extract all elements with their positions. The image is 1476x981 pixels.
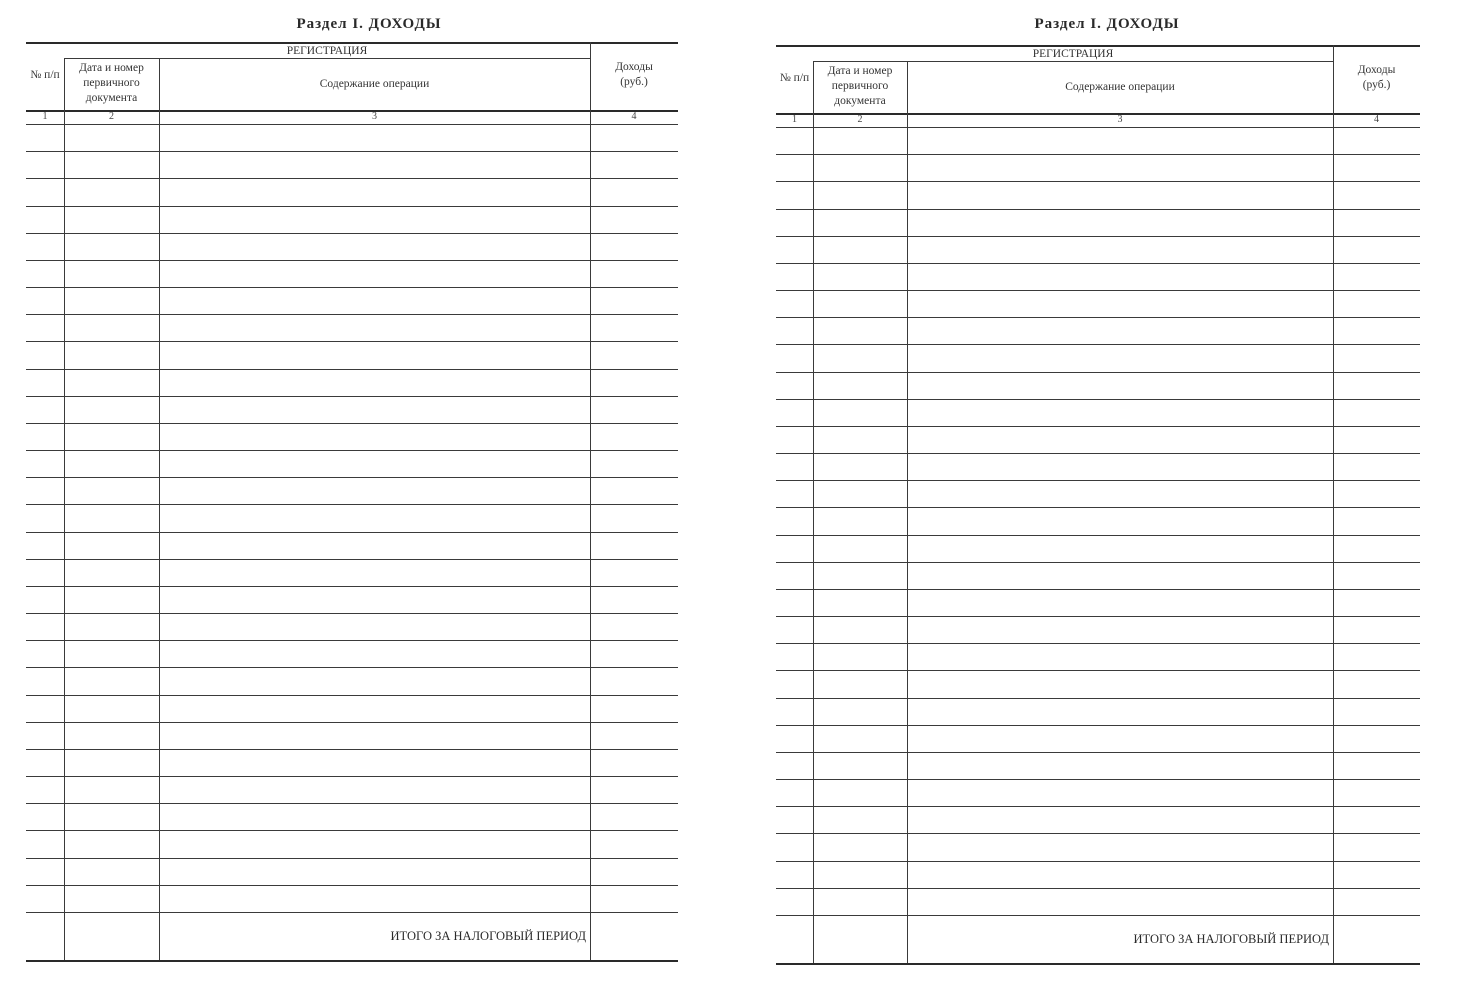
- col-document-header: Дата и номер первичного документа: [827, 65, 893, 107]
- empty-row-line: [26, 803, 678, 804]
- income-ledger-table: [26, 42, 678, 964]
- totals-row-top: [26, 912, 678, 913]
- registration-group-header: РЕГИСТРАЦИЯ: [1032, 48, 1114, 60]
- column-divider-1: [813, 61, 814, 963]
- empty-row-line: [26, 233, 678, 234]
- column-number-1: 1: [42, 111, 48, 122]
- empty-row-line: [26, 640, 678, 641]
- totals-row-label: ИТОГО ЗА НАЛОГОВЫЙ ПЕРИОД: [390, 929, 586, 943]
- empty-row-line: [26, 722, 678, 723]
- col-income-header: Доходы (руб.): [1357, 64, 1396, 91]
- empty-row-line: [26, 151, 678, 152]
- empty-row-line: [776, 344, 1420, 345]
- section-title: Раздел I. ДОХОДЫ: [1034, 16, 1180, 32]
- empty-row-line: [26, 178, 678, 179]
- empty-row-line: [776, 480, 1420, 481]
- empty-row-line: [776, 861, 1420, 862]
- empty-row-line: [776, 616, 1420, 617]
- empty-row-line: [776, 725, 1420, 726]
- empty-row-line: [776, 453, 1420, 454]
- column-number-2: 2: [109, 111, 114, 122]
- empty-row-line: [26, 749, 678, 750]
- empty-row-line: [776, 209, 1420, 210]
- col-income-header: Доходы (руб.): [615, 61, 653, 88]
- col-operation-header: Содержание операции: [1065, 81, 1175, 93]
- column-divider-3: [1333, 45, 1334, 963]
- empty-row-line: [26, 396, 678, 397]
- income-ledger-table: [776, 45, 1420, 967]
- empty-row-line: [776, 535, 1420, 536]
- column-number-2: 2: [857, 114, 863, 125]
- empty-row-line: [26, 369, 678, 370]
- empty-row-line: [776, 317, 1420, 318]
- empty-row-line: [776, 833, 1420, 834]
- empty-row-line: [776, 290, 1420, 291]
- column-divider-2: [159, 58, 160, 960]
- empty-row-line: [776, 236, 1420, 237]
- empty-row-line: [26, 477, 678, 478]
- column-divider-3: [590, 42, 591, 960]
- empty-row-line: [26, 260, 678, 261]
- empty-row-line: [776, 399, 1420, 400]
- empty-row-line: [26, 341, 678, 342]
- column-divider-1: [64, 58, 65, 960]
- col-number-header: № п/п: [779, 72, 810, 84]
- empty-row-line: [776, 670, 1420, 671]
- column-number-3: 3: [1117, 114, 1123, 125]
- empty-row-line: [26, 858, 678, 859]
- empty-row-line: [26, 885, 678, 886]
- column-numbers-bottom: [776, 127, 1420, 128]
- totals-row-label: ИТОГО ЗА НАЛОГОВЫЙ ПЕРИОД: [1133, 932, 1329, 946]
- empty-row-line: [26, 776, 678, 777]
- table-bottom-border: [776, 963, 1420, 965]
- empty-row-line: [776, 181, 1420, 182]
- empty-row-line: [26, 532, 678, 533]
- empty-row-line: [776, 589, 1420, 590]
- empty-row-line: [26, 287, 678, 288]
- section-title: Раздел I. ДОХОДЫ: [296, 16, 442, 32]
- empty-row-line: [26, 450, 678, 451]
- registration-group-header: РЕГИСТРАЦИЯ: [286, 45, 368, 57]
- col-document-header: Дата и номер первичного документа: [79, 62, 144, 104]
- empty-row-line: [26, 559, 678, 560]
- column-number-4: 4: [1374, 114, 1379, 125]
- col-operation-header: Содержание операции: [319, 78, 430, 90]
- column-number-1: 1: [792, 114, 797, 125]
- column-divider-2: [907, 61, 908, 963]
- empty-row-line: [776, 507, 1420, 508]
- empty-row-line: [776, 154, 1420, 155]
- empty-row-line: [776, 426, 1420, 427]
- empty-row-line: [776, 806, 1420, 807]
- empty-row-line: [26, 314, 678, 315]
- empty-row-line: [776, 888, 1420, 889]
- empty-row-line: [26, 423, 678, 424]
- column-numbers-bottom: [26, 124, 678, 125]
- empty-row-line: [26, 504, 678, 505]
- col-number-header: № п/п: [30, 69, 60, 81]
- empty-row-line: [776, 562, 1420, 563]
- empty-row-line: [26, 613, 678, 614]
- empty-row-line: [776, 698, 1420, 699]
- empty-row-line: [26, 206, 678, 207]
- empty-row-line: [26, 830, 678, 831]
- empty-row-line: [776, 372, 1420, 373]
- empty-row-line: [26, 586, 678, 587]
- empty-row-line: [776, 643, 1420, 644]
- empty-row-line: [776, 752, 1420, 753]
- column-number-3: 3: [372, 111, 377, 122]
- empty-row-line: [26, 667, 678, 668]
- empty-row-line: [776, 779, 1420, 780]
- ledger-page-right: [738, 0, 1476, 981]
- totals-row-top: [776, 915, 1420, 916]
- column-number-4: 4: [631, 111, 637, 122]
- empty-row-line: [26, 695, 678, 696]
- table-bottom-border: [26, 960, 678, 962]
- empty-row-line: [776, 263, 1420, 264]
